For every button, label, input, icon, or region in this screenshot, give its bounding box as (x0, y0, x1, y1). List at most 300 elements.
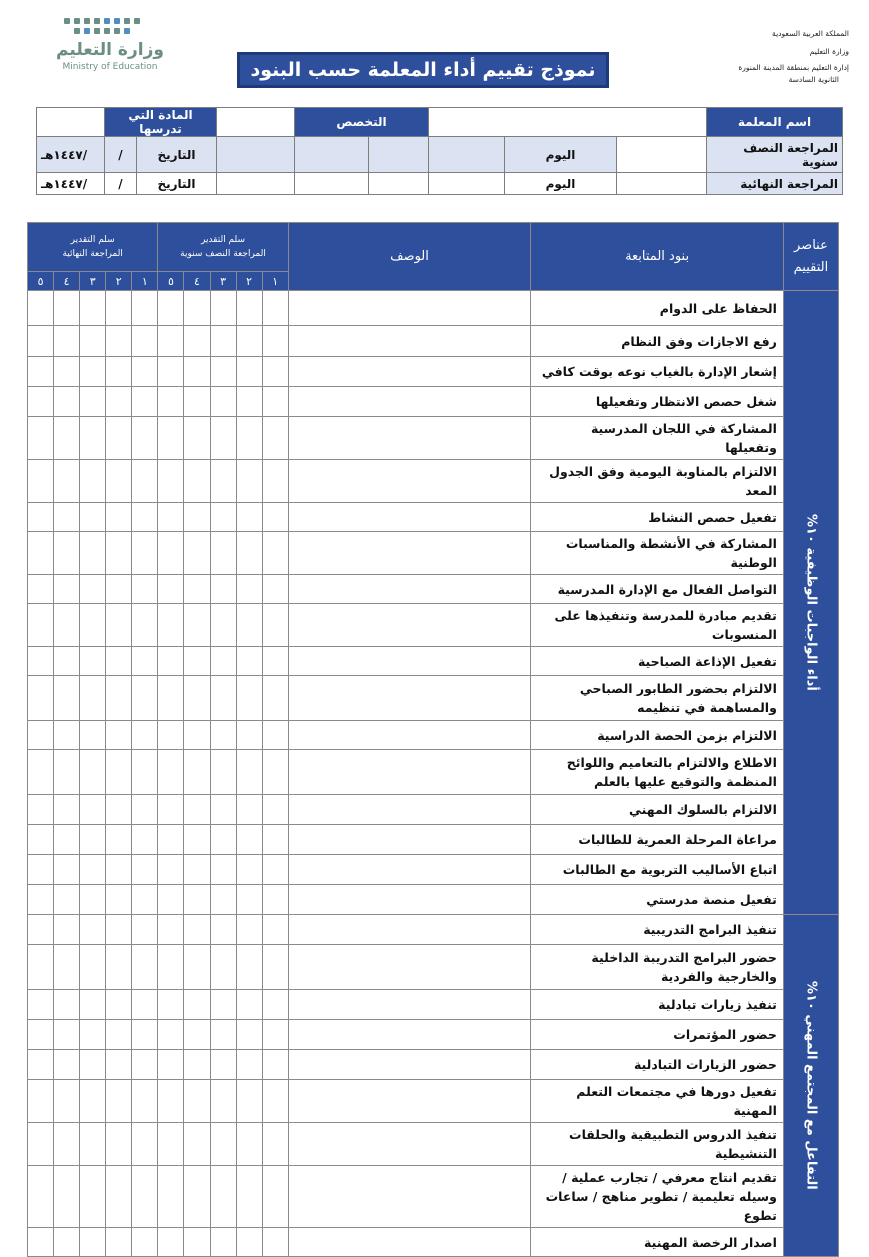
final-score-cell[interactable] (54, 795, 80, 825)
final-score-cell[interactable] (132, 1166, 158, 1228)
mid-score-cell[interactable] (158, 387, 184, 417)
mid-score-cell[interactable] (184, 575, 210, 604)
final-score-cell[interactable] (132, 1050, 158, 1080)
final-score-cell[interactable] (106, 1020, 132, 1050)
mid-score-cell[interactable] (262, 855, 288, 885)
description-cell[interactable] (288, 503, 531, 532)
final-score-cell[interactable] (54, 291, 80, 326)
mid-score-cell[interactable] (236, 1123, 262, 1166)
mid-score-cell[interactable] (236, 750, 262, 795)
final-score-cell[interactable] (106, 460, 132, 503)
mid-score-cell[interactable] (262, 990, 288, 1020)
mid-score-cell[interactable] (236, 990, 262, 1020)
final-score-cell[interactable] (80, 990, 106, 1020)
final-score-cell[interactable] (106, 795, 132, 825)
final-score-cell[interactable] (132, 915, 158, 945)
final-score-cell[interactable] (54, 1050, 80, 1080)
description-cell[interactable] (288, 417, 531, 460)
final-score-cell[interactable] (106, 1050, 132, 1080)
mid-score-cell[interactable] (236, 604, 262, 647)
final-score-cell[interactable] (106, 357, 132, 387)
mid-score-cell[interactable] (210, 795, 236, 825)
mid-score-cell[interactable] (184, 721, 210, 750)
final-score-cell[interactable] (80, 750, 106, 795)
final-score-cell[interactable] (80, 1050, 106, 1080)
description-cell[interactable] (288, 1228, 531, 1257)
final-score-cell[interactable] (28, 676, 54, 721)
final-score-cell[interactable] (132, 721, 158, 750)
final-score-cell[interactable] (106, 1080, 132, 1123)
final-score-cell[interactable] (54, 676, 80, 721)
final-score-cell[interactable] (28, 460, 54, 503)
mid-score-cell[interactable] (184, 326, 210, 357)
mid-score-cell[interactable] (158, 795, 184, 825)
mid-score-cell[interactable] (236, 795, 262, 825)
mid-score-cell[interactable] (184, 647, 210, 676)
mid-score-cell[interactable] (236, 1228, 262, 1257)
mid-score-cell[interactable] (210, 575, 236, 604)
final-score-cell[interactable] (28, 291, 54, 326)
final-score-cell[interactable] (132, 825, 158, 855)
final-score-cell[interactable] (106, 387, 132, 417)
final-score-cell[interactable] (132, 532, 158, 575)
mid-score-cell[interactable] (184, 795, 210, 825)
mid-score-cell[interactable] (210, 676, 236, 721)
mid-score-cell[interactable] (158, 532, 184, 575)
mid-score-cell[interactable] (158, 825, 184, 855)
mid-score-cell[interactable] (236, 676, 262, 721)
description-cell[interactable] (288, 326, 531, 357)
mid-score-cell[interactable] (184, 915, 210, 945)
mid-score-cell[interactable] (158, 1080, 184, 1123)
final-score-cell[interactable] (132, 503, 158, 532)
mid-score-cell[interactable] (184, 1020, 210, 1050)
description-cell[interactable] (288, 575, 531, 604)
final-score-cell[interactable] (106, 604, 132, 647)
final-score-cell[interactable] (80, 647, 106, 676)
description-cell[interactable] (288, 1123, 531, 1166)
final-score-cell[interactable] (54, 417, 80, 460)
mid-cell[interactable] (295, 137, 369, 173)
final-score-cell[interactable] (28, 1020, 54, 1050)
mid-score-cell[interactable] (262, 357, 288, 387)
final-score-cell[interactable] (80, 1228, 106, 1257)
final-score-cell[interactable] (54, 825, 80, 855)
description-cell[interactable] (288, 915, 531, 945)
final-score-cell[interactable] (132, 945, 158, 990)
mid-score-cell[interactable] (158, 647, 184, 676)
final-score-cell[interactable] (132, 885, 158, 915)
final-score-cell[interactable] (80, 503, 106, 532)
mid-score-cell[interactable] (262, 575, 288, 604)
description-cell[interactable] (288, 676, 531, 721)
description-cell[interactable] (288, 291, 531, 326)
mid-score-cell[interactable] (210, 604, 236, 647)
final-score-cell[interactable] (28, 575, 54, 604)
mid-score-cell[interactable] (262, 532, 288, 575)
mid-score-cell[interactable] (158, 1050, 184, 1080)
mid-score-cell[interactable] (210, 357, 236, 387)
final-score-cell[interactable] (28, 1050, 54, 1080)
mid-score-cell[interactable] (236, 647, 262, 676)
mid-score-cell[interactable] (210, 417, 236, 460)
final-score-cell[interactable] (106, 915, 132, 945)
final-score-cell[interactable] (28, 1080, 54, 1123)
description-cell[interactable] (288, 460, 531, 503)
mid-score-cell[interactable] (236, 291, 262, 326)
final-score-cell[interactable] (106, 532, 132, 575)
final-score-cell[interactable] (80, 1020, 106, 1050)
final-review-field[interactable] (617, 173, 707, 195)
description-cell[interactable] (288, 532, 531, 575)
mid-date-value[interactable]: /١٤٤٧هـ (37, 137, 105, 173)
final-score-cell[interactable] (28, 825, 54, 855)
description-cell[interactable] (288, 750, 531, 795)
mid-score-cell[interactable] (210, 1020, 236, 1050)
mid-score-cell[interactable] (158, 1228, 184, 1257)
mid-score-cell[interactable] (262, 604, 288, 647)
subject-field[interactable] (37, 108, 105, 137)
mid-score-cell[interactable] (184, 1228, 210, 1257)
final-score-cell[interactable] (106, 885, 132, 915)
final-score-cell[interactable] (54, 855, 80, 885)
final-score-cell[interactable] (28, 532, 54, 575)
final-score-cell[interactable] (132, 676, 158, 721)
final-score-cell[interactable] (132, 1080, 158, 1123)
mid-score-cell[interactable] (210, 291, 236, 326)
final-score-cell[interactable] (80, 885, 106, 915)
mid-score-cell[interactable] (184, 855, 210, 885)
mid-score-cell[interactable] (184, 357, 210, 387)
mid-score-cell[interactable] (158, 417, 184, 460)
final-score-cell[interactable] (54, 357, 80, 387)
description-cell[interactable] (288, 1050, 531, 1080)
final-score-cell[interactable] (132, 326, 158, 357)
mid-score-cell[interactable] (158, 721, 184, 750)
mid-score-cell[interactable] (184, 825, 210, 855)
mid-cell[interactable] (369, 137, 429, 173)
mid-score-cell[interactable] (210, 532, 236, 575)
final-score-cell[interactable] (54, 1020, 80, 1050)
final-score-cell[interactable] (106, 1123, 132, 1166)
final-cell[interactable] (295, 173, 369, 195)
final-score-cell[interactable] (80, 357, 106, 387)
final-score-cell[interactable] (54, 945, 80, 990)
mid-score-cell[interactable] (184, 676, 210, 721)
mid-score-cell[interactable] (236, 575, 262, 604)
mid-score-cell[interactable] (236, 1080, 262, 1123)
mid-score-cell[interactable] (262, 1228, 288, 1257)
final-score-cell[interactable] (132, 291, 158, 326)
final-score-cell[interactable] (28, 357, 54, 387)
final-score-cell[interactable] (28, 795, 54, 825)
final-score-cell[interactable] (106, 750, 132, 795)
mid-score-cell[interactable] (236, 721, 262, 750)
description-cell[interactable] (288, 1166, 531, 1228)
mid-score-cell[interactable] (236, 945, 262, 990)
final-score-cell[interactable] (54, 647, 80, 676)
mid-score-cell[interactable] (262, 647, 288, 676)
final-score-cell[interactable] (106, 825, 132, 855)
mid-score-cell[interactable] (210, 945, 236, 990)
final-cell[interactable] (217, 173, 295, 195)
mid-score-cell[interactable] (236, 387, 262, 417)
final-score-cell[interactable] (28, 855, 54, 885)
mid-score-cell[interactable] (262, 387, 288, 417)
mid-score-cell[interactable] (210, 855, 236, 885)
mid-score-cell[interactable] (158, 750, 184, 795)
final-score-cell[interactable] (28, 1228, 54, 1257)
mid-score-cell[interactable] (184, 460, 210, 503)
mid-score-cell[interactable] (210, 1050, 236, 1080)
mid-score-cell[interactable] (184, 1050, 210, 1080)
mid-score-cell[interactable] (262, 721, 288, 750)
final-score-cell[interactable] (132, 647, 158, 676)
mid-score-cell[interactable] (158, 1166, 184, 1228)
mid-score-cell[interactable] (184, 750, 210, 795)
mid-score-cell[interactable] (210, 503, 236, 532)
final-score-cell[interactable] (54, 990, 80, 1020)
mid-score-cell[interactable] (210, 1228, 236, 1257)
mid-score-cell[interactable] (184, 387, 210, 417)
final-score-cell[interactable] (80, 1080, 106, 1123)
final-date-value[interactable]: /١٤٤٧هـ (37, 173, 105, 195)
final-score-cell[interactable] (80, 326, 106, 357)
final-score-cell[interactable] (54, 1228, 80, 1257)
final-score-cell[interactable] (106, 1228, 132, 1257)
final-score-cell[interactable] (106, 945, 132, 990)
mid-score-cell[interactable] (236, 1166, 262, 1228)
mid-score-cell[interactable] (210, 750, 236, 795)
mid-score-cell[interactable] (262, 291, 288, 326)
final-score-cell[interactable] (132, 575, 158, 604)
final-score-cell[interactable] (28, 1123, 54, 1166)
mid-score-cell[interactable] (210, 1080, 236, 1123)
mid-score-cell[interactable] (158, 885, 184, 915)
mid-score-cell[interactable] (158, 855, 184, 885)
mid-score-cell[interactable] (158, 357, 184, 387)
final-score-cell[interactable] (54, 460, 80, 503)
final-score-cell[interactable] (54, 503, 80, 532)
mid-score-cell[interactable] (210, 460, 236, 503)
mid-score-cell[interactable] (262, 1166, 288, 1228)
final-score-cell[interactable] (80, 387, 106, 417)
mid-score-cell[interactable] (262, 885, 288, 915)
final-score-cell[interactable] (132, 460, 158, 503)
final-score-cell[interactable] (80, 291, 106, 326)
final-score-cell[interactable] (28, 647, 54, 676)
final-score-cell[interactable] (54, 721, 80, 750)
mid-score-cell[interactable] (184, 291, 210, 326)
mid-score-cell[interactable] (262, 915, 288, 945)
mid-score-cell[interactable] (262, 1123, 288, 1166)
final-score-cell[interactable] (54, 915, 80, 945)
final-score-cell[interactable] (106, 647, 132, 676)
final-score-cell[interactable] (28, 387, 54, 417)
final-score-cell[interactable] (106, 417, 132, 460)
description-cell[interactable] (288, 990, 531, 1020)
mid-score-cell[interactable] (184, 1080, 210, 1123)
final-score-cell[interactable] (132, 417, 158, 460)
description-cell[interactable] (288, 604, 531, 647)
mid-score-cell[interactable] (184, 945, 210, 990)
final-score-cell[interactable] (132, 387, 158, 417)
mid-score-cell[interactable] (262, 825, 288, 855)
final-score-cell[interactable] (54, 750, 80, 795)
mid-review-field[interactable] (617, 137, 707, 173)
mid-score-cell[interactable] (158, 1020, 184, 1050)
mid-score-cell[interactable] (262, 460, 288, 503)
mid-score-cell[interactable] (262, 945, 288, 990)
mid-score-cell[interactable] (210, 915, 236, 945)
mid-score-cell[interactable] (236, 915, 262, 945)
final-score-cell[interactable] (28, 721, 54, 750)
mid-score-cell[interactable] (184, 604, 210, 647)
mid-score-cell[interactable] (262, 1020, 288, 1050)
mid-score-cell[interactable] (210, 326, 236, 357)
mid-score-cell[interactable] (158, 915, 184, 945)
final-score-cell[interactable] (80, 945, 106, 990)
final-score-cell[interactable] (54, 885, 80, 915)
final-score-cell[interactable] (132, 855, 158, 885)
final-score-cell[interactable] (28, 915, 54, 945)
description-cell[interactable] (288, 647, 531, 676)
mid-score-cell[interactable] (236, 885, 262, 915)
mid-score-cell[interactable] (262, 1080, 288, 1123)
final-score-cell[interactable] (28, 326, 54, 357)
mid-score-cell[interactable] (262, 1050, 288, 1080)
final-score-cell[interactable] (80, 915, 106, 945)
final-score-cell[interactable] (132, 604, 158, 647)
final-score-cell[interactable] (28, 990, 54, 1020)
final-score-cell[interactable] (106, 503, 132, 532)
mid-score-cell[interactable] (262, 676, 288, 721)
final-score-cell[interactable] (28, 604, 54, 647)
description-cell[interactable] (288, 825, 531, 855)
description-cell[interactable] (288, 945, 531, 990)
final-cell[interactable] (369, 173, 429, 195)
mid-score-cell[interactable] (210, 1166, 236, 1228)
mid-score-cell[interactable] (184, 990, 210, 1020)
final-score-cell[interactable] (54, 1166, 80, 1228)
final-score-cell[interactable] (28, 1166, 54, 1228)
mid-score-cell[interactable] (158, 604, 184, 647)
mid-cell[interactable] (217, 137, 295, 173)
mid-score-cell[interactable] (210, 721, 236, 750)
mid-score-cell[interactable] (184, 503, 210, 532)
final-score-cell[interactable] (106, 990, 132, 1020)
final-score-cell[interactable] (28, 503, 54, 532)
mid-score-cell[interactable] (158, 291, 184, 326)
mid-score-cell[interactable] (158, 990, 184, 1020)
final-score-cell[interactable] (132, 357, 158, 387)
final-score-cell[interactable] (132, 795, 158, 825)
mid-score-cell[interactable] (262, 750, 288, 795)
mid-score-cell[interactable] (210, 885, 236, 915)
final-score-cell[interactable] (54, 387, 80, 417)
final-score-cell[interactable] (80, 1166, 106, 1228)
final-score-cell[interactable] (80, 676, 106, 721)
mid-score-cell[interactable] (184, 417, 210, 460)
mid-score-cell[interactable] (236, 1020, 262, 1050)
mid-score-cell[interactable] (210, 825, 236, 855)
mid-score-cell[interactable] (158, 575, 184, 604)
mid-score-cell[interactable] (236, 460, 262, 503)
mid-score-cell[interactable] (184, 1123, 210, 1166)
description-cell[interactable] (288, 721, 531, 750)
mid-score-cell[interactable] (236, 503, 262, 532)
mid-score-cell[interactable] (210, 387, 236, 417)
final-score-cell[interactable] (28, 750, 54, 795)
description-cell[interactable] (288, 357, 531, 387)
final-score-cell[interactable] (106, 676, 132, 721)
final-score-cell[interactable] (80, 604, 106, 647)
final-score-cell[interactable] (106, 721, 132, 750)
mid-score-cell[interactable] (158, 460, 184, 503)
final-score-cell[interactable] (54, 575, 80, 604)
description-cell[interactable] (288, 885, 531, 915)
mid-score-cell[interactable] (158, 503, 184, 532)
mid-score-cell[interactable] (210, 1123, 236, 1166)
mid-score-cell[interactable] (236, 532, 262, 575)
description-cell[interactable] (288, 855, 531, 885)
final-score-cell[interactable] (80, 1123, 106, 1166)
mid-score-cell[interactable] (236, 357, 262, 387)
final-score-cell[interactable] (54, 1123, 80, 1166)
final-score-cell[interactable] (54, 1080, 80, 1123)
mid-score-cell[interactable] (236, 326, 262, 357)
final-score-cell[interactable] (54, 604, 80, 647)
mid-score-cell[interactable] (184, 1166, 210, 1228)
final-score-cell[interactable] (28, 945, 54, 990)
final-score-cell[interactable] (106, 291, 132, 326)
final-score-cell[interactable] (132, 1228, 158, 1257)
final-score-cell[interactable] (132, 1123, 158, 1166)
final-score-cell[interactable] (28, 417, 54, 460)
final-score-cell[interactable] (80, 417, 106, 460)
final-score-cell[interactable] (106, 855, 132, 885)
mid-score-cell[interactable] (262, 503, 288, 532)
mid-score-cell[interactable] (262, 795, 288, 825)
final-score-cell[interactable] (106, 1166, 132, 1228)
mid-score-cell[interactable] (210, 990, 236, 1020)
final-score-cell[interactable] (80, 825, 106, 855)
mid-score-cell[interactable] (236, 825, 262, 855)
final-score-cell[interactable] (54, 532, 80, 575)
mid-score-cell[interactable] (158, 326, 184, 357)
final-score-cell[interactable] (106, 575, 132, 604)
mid-score-cell[interactable] (158, 676, 184, 721)
final-score-cell[interactable] (132, 750, 158, 795)
mid-score-cell[interactable] (262, 417, 288, 460)
description-cell[interactable] (288, 1020, 531, 1050)
description-cell[interactable] (288, 1080, 531, 1123)
mid-score-cell[interactable] (184, 885, 210, 915)
final-score-cell[interactable] (80, 575, 106, 604)
mid-score-cell[interactable] (262, 326, 288, 357)
mid-score-cell[interactable] (210, 647, 236, 676)
mid-score-cell[interactable] (236, 855, 262, 885)
final-score-cell[interactable] (80, 721, 106, 750)
specialty-field[interactable] (217, 108, 295, 137)
final-score-cell[interactable] (80, 460, 106, 503)
final-score-cell[interactable] (80, 795, 106, 825)
final-score-cell[interactable] (54, 326, 80, 357)
mid-cell[interactable] (429, 137, 505, 173)
mid-score-cell[interactable] (158, 1123, 184, 1166)
mid-score-cell[interactable] (236, 1050, 262, 1080)
teacher-name-field[interactable] (429, 108, 707, 137)
